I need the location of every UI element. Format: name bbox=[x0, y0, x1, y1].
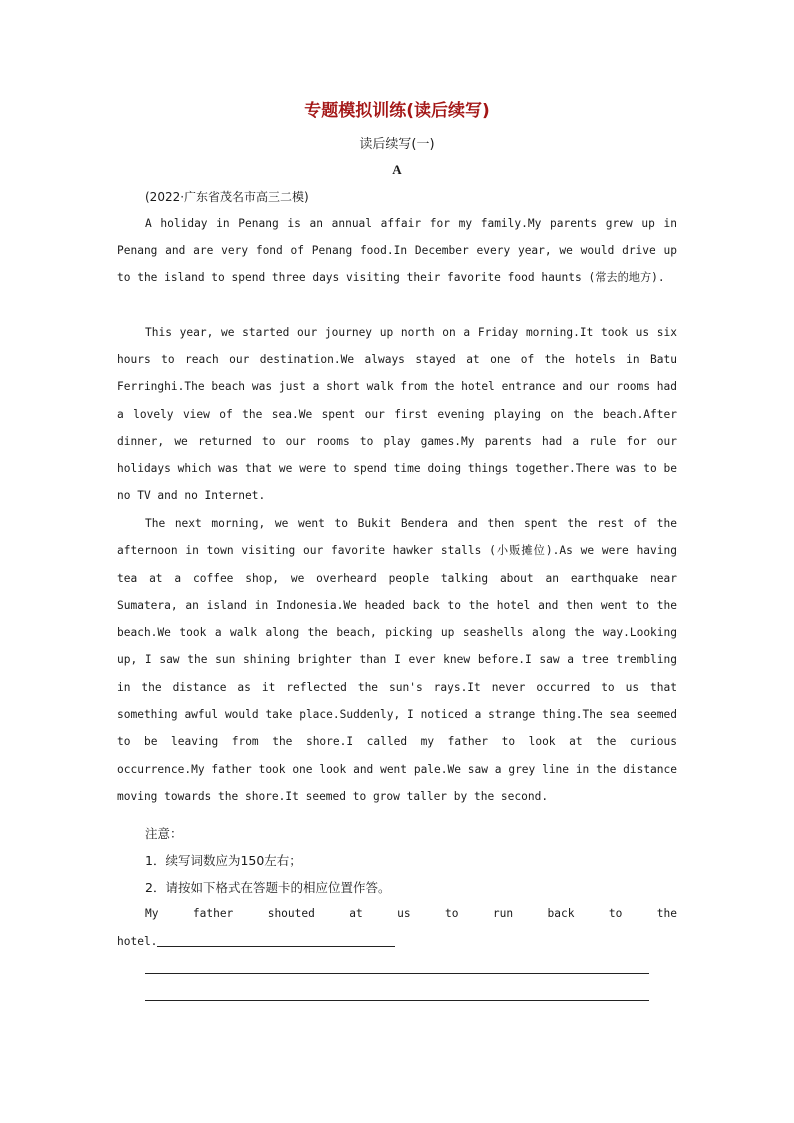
note-item-1: 1．续写词数应为150左右； bbox=[145, 853, 302, 868]
continuation-starter-text: hotel. bbox=[117, 935, 158, 948]
answer-line-1[interactable] bbox=[145, 973, 649, 974]
note-item-2: 2．请按如下格式在答题卡的相应位置作答。 bbox=[145, 880, 391, 895]
passage-paragraph-1: A holiday in Penang is an annual affair for my family.My parents grew up in Penang and are very fond of Penang food.In December every year, we would drive up to the island to spend three days visiting their favorite food haunts (常去的地方). bbox=[117, 217, 677, 285]
answer-line-2[interactable] bbox=[145, 1000, 649, 1001]
notes-title: 注意： bbox=[145, 826, 183, 841]
source-note: (2022·广东省茂名市高三二模) bbox=[145, 190, 309, 204]
answer-blank-inline[interactable] bbox=[157, 932, 395, 947]
passage-paragraph-2: This year, we started our journey up north on a Friday morning.It took us six hours to reach our destination.We always stayed at one of the hotels in Batu Ferringhi.The beach was just a short walk from the hotel entrance and our rooms had a lovely view of the sea.We spent our first evening playing on the beach.After dinner, we returned to our rooms to play games.My parents had a rule for our holidays which was that we were to spend time doing things together.There was to be no TV and no Internet. bbox=[117, 326, 677, 503]
continuation-starter-line-2 bbox=[117, 928, 395, 955]
section-label: A bbox=[392, 162, 402, 177]
passage-paragraph-3: The next morning, we went to Bukit Bendera and then spent the rest of the afternoon in town visiting our favorite hawker stalls (小贩摊位).As we were having tea at a coffee shop, we overheard people talking about an earthquake near Sumatera, an island in Indonesia.We headed back to the hotel and then went to the beach.We took a walk along the beach, picking up seashells along the way.Looking up, I saw the sun shining brighter than I ever knew before.I saw a tree trembling in the distance as it reflected the sun's rays.It never occurred to us that something awful would take place.Suddenly, I noticed a strange thing.The sea seemed to be leaving from the shore.I called my father to look at the curious occurrence.My father took one look and went pale.We saw a grey line in the distance moving towards the shore.It seemed to grow taller by the second. bbox=[117, 517, 677, 803]
page-subtitle: 读后续写(一) bbox=[359, 137, 435, 152]
page-title: 专题模拟训练(读后续写) bbox=[304, 101, 490, 121]
continuation-starter-line-1: My father shouted at us to run back to the bbox=[145, 907, 677, 920]
